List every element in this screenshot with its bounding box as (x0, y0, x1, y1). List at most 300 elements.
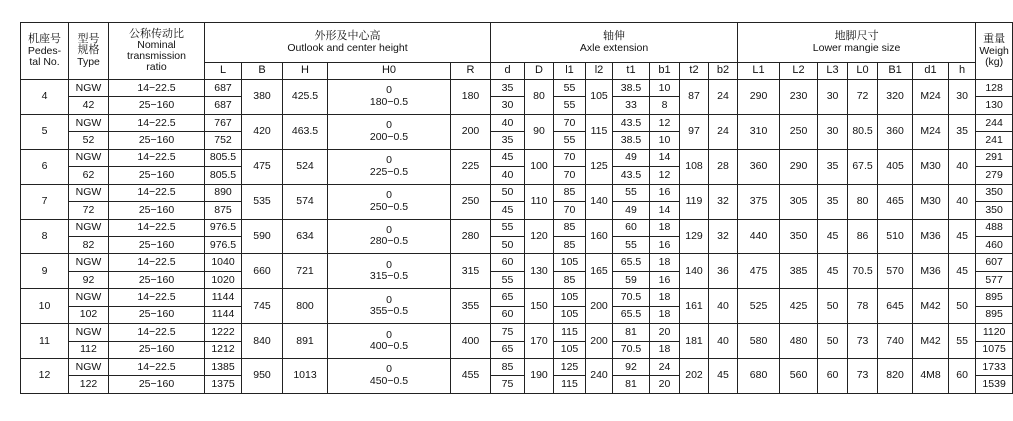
d1-foot-cell: M30 (913, 149, 949, 184)
t1-cell: 43.5 (613, 167, 650, 184)
l-cell: 1222 (205, 324, 242, 341)
l1-cell: 85 (554, 184, 586, 201)
weight-cell: 895 (976, 306, 1013, 323)
t1-cell: 43.5 (613, 114, 650, 131)
col-header-l: L (205, 63, 242, 80)
l0-foot-cell: 80 (848, 184, 878, 219)
b1-cell: 18 (650, 219, 680, 236)
h-foot-cell: 55 (949, 324, 976, 359)
header-lower: 地脚尺寸 Lower mangie size (738, 23, 976, 63)
h0-cell (328, 324, 451, 359)
l2-foot-cell: 250 (780, 114, 818, 149)
header-ratio: 公称传动比 Nominal transmission ratio (109, 23, 205, 80)
model-cell-top: NGW (69, 219, 109, 236)
l1-cell: 115 (554, 376, 586, 394)
d-cell: 85 (491, 359, 525, 376)
dd-cell: 110 (525, 184, 554, 219)
b1-cell: 20 (650, 324, 680, 341)
weight-cell: 1539 (976, 376, 1013, 394)
model-cell-top: NGW (69, 324, 109, 341)
l-cell: 1212 (205, 341, 242, 358)
b1-cell: 12 (650, 167, 680, 184)
h0-cell (328, 80, 451, 115)
weight-cell: 895 (976, 289, 1013, 306)
h-foot-cell: 40 (949, 149, 976, 184)
seat-no-cell: 12 (21, 359, 69, 394)
h-cell: 721 (283, 254, 328, 289)
table-row (21, 184, 1013, 201)
col-header-b: B (242, 63, 283, 80)
h0-upper: 0 (386, 223, 392, 236)
h-foot-cell: 40 (949, 184, 976, 219)
l3-foot-cell: 45 (818, 219, 848, 254)
ratio-cell: 25−160 (109, 202, 205, 219)
b1-cell: 16 (650, 184, 680, 201)
model-cell-bottom: 42 (69, 97, 109, 114)
dd-cell: 100 (525, 149, 554, 184)
b-cell: 590 (242, 219, 283, 254)
l1-foot-cell: 375 (738, 184, 780, 219)
b-cell: 475 (242, 149, 283, 184)
l1-cell: 125 (554, 359, 586, 376)
l1-cell: 55 (554, 97, 586, 114)
l2-foot-cell: 385 (780, 254, 818, 289)
l-cell: 1385 (205, 359, 242, 376)
d-cell: 60 (491, 254, 525, 271)
col-header-b2: b2 (709, 63, 738, 80)
model-cell-top: NGW (69, 289, 109, 306)
h-foot-cell: 45 (949, 219, 976, 254)
model-cell-bottom: 122 (69, 376, 109, 394)
table-row (21, 254, 1013, 271)
model-cell-bottom: 72 (69, 202, 109, 219)
h-foot-cell: 30 (949, 80, 976, 115)
dd-cell: 150 (525, 289, 554, 324)
b2-cell: 40 (709, 324, 738, 359)
l-cell: 752 (205, 132, 242, 149)
model-cell-top: NGW (69, 114, 109, 131)
ratio-cell: 14−22.5 (109, 289, 205, 306)
l2-cell: 125 (586, 149, 613, 184)
dd-cell: 190 (525, 359, 554, 394)
d-cell: 50 (491, 236, 525, 253)
r-cell: 400 (451, 324, 491, 359)
t1-cell: 81 (613, 324, 650, 341)
t1-cell: 33 (613, 97, 650, 114)
l1-foot-cell: 680 (738, 359, 780, 394)
r-cell: 315 (451, 254, 491, 289)
l-cell: 805.5 (205, 167, 242, 184)
t1-cell: 92 (613, 359, 650, 376)
col-header-t1: t1 (613, 63, 650, 80)
l1-cell: 85 (554, 219, 586, 236)
l1-foot-cell: 310 (738, 114, 780, 149)
t2-cell: 181 (680, 324, 709, 359)
h-cell: 1013 (283, 359, 328, 394)
col-header-l2: L2 (780, 63, 818, 80)
model-cell-top: NGW (69, 80, 109, 97)
model-cell-top: NGW (69, 149, 109, 166)
l3-foot-cell: 35 (818, 149, 848, 184)
b1-foot-cell: 320 (878, 80, 913, 115)
r-cell: 280 (451, 219, 491, 254)
ratio-cell: 14−22.5 (109, 149, 205, 166)
l2-cell: 200 (586, 289, 613, 324)
h0-lower: 250−0.5 (369, 200, 409, 213)
l0-foot-cell: 70.5 (848, 254, 878, 289)
t2-cell: 202 (680, 359, 709, 394)
h0-cell (328, 359, 451, 394)
spec-table (20, 22, 1013, 394)
b2-cell: 32 (709, 219, 738, 254)
d-cell: 75 (491, 376, 525, 394)
h-cell: 463.5 (283, 114, 328, 149)
ratio-cell: 14−22.5 (109, 324, 205, 341)
seat-no-cell: 9 (21, 254, 69, 289)
l-cell: 1040 (205, 254, 242, 271)
b1-foot-cell: 570 (878, 254, 913, 289)
b1-foot-cell: 820 (878, 359, 913, 394)
t1-cell: 65.5 (613, 254, 650, 271)
l1-cell: 70 (554, 114, 586, 131)
ratio-cell: 14−22.5 (109, 359, 205, 376)
dd-cell: 170 (525, 324, 554, 359)
seat-no-cell: 5 (21, 114, 69, 149)
h-foot-cell: 60 (949, 359, 976, 394)
b1-cell: 10 (650, 132, 680, 149)
col-header-h: h (949, 63, 976, 80)
b1-cell: 24 (650, 359, 680, 376)
l1-cell: 85 (554, 236, 586, 253)
l2-cell: 105 (586, 80, 613, 115)
model-cell-bottom: 52 (69, 132, 109, 149)
r-cell: 355 (451, 289, 491, 324)
h0-upper: 0 (386, 363, 392, 376)
b1-cell: 10 (650, 80, 680, 97)
weight-cell: 241 (976, 132, 1013, 149)
l-cell: 1144 (205, 289, 242, 306)
t1-cell: 38.5 (613, 132, 650, 149)
l1-cell: 85 (554, 271, 586, 288)
t2-cell: 119 (680, 184, 709, 219)
spec-body (21, 80, 1013, 394)
weight-cell: 128 (976, 80, 1013, 97)
r-cell: 200 (451, 114, 491, 149)
l-cell: 1020 (205, 271, 242, 288)
col-header-l1: L1 (738, 63, 780, 80)
h0-upper: 0 (386, 258, 392, 271)
l0-foot-cell: 80.5 (848, 114, 878, 149)
header-weight: 重量 Weigh (kg) (976, 23, 1013, 80)
d1-foot-cell: M30 (913, 184, 949, 219)
ratio-cell: 25−160 (109, 97, 205, 114)
d-cell: 45 (491, 149, 525, 166)
t1-cell: 49 (613, 202, 650, 219)
h0-upper: 0 (386, 189, 392, 202)
weight-cell: 279 (976, 167, 1013, 184)
seat-no-cell: 6 (21, 149, 69, 184)
t1-cell: 55 (613, 184, 650, 201)
d-cell: 35 (491, 132, 525, 149)
table-row (21, 219, 1013, 236)
h0-cell (328, 289, 451, 324)
d-cell: 55 (491, 271, 525, 288)
b-cell: 745 (242, 289, 283, 324)
ratio-cell: 14−22.5 (109, 114, 205, 131)
ratio-cell: 25−160 (109, 271, 205, 288)
l-cell: 687 (205, 97, 242, 114)
b-cell: 840 (242, 324, 283, 359)
h-cell: 524 (283, 149, 328, 184)
r-cell: 225 (451, 149, 491, 184)
t1-cell: 38.5 (613, 80, 650, 97)
d1-foot-cell: M42 (913, 289, 949, 324)
h0-upper: 0 (386, 119, 392, 132)
ratio-cell: 25−160 (109, 167, 205, 184)
l1-foot-cell: 475 (738, 254, 780, 289)
b2-cell: 28 (709, 149, 738, 184)
l1-foot-cell: 440 (738, 219, 780, 254)
l2-cell: 165 (586, 254, 613, 289)
l3-foot-cell: 30 (818, 114, 848, 149)
b1-cell: 14 (650, 149, 680, 166)
t1-cell: 49 (613, 149, 650, 166)
weight-cell: 350 (976, 184, 1013, 201)
weight-cell: 1075 (976, 341, 1013, 358)
table-row (21, 114, 1013, 131)
col-header-t2: t2 (680, 63, 709, 80)
model-cell-bottom: 82 (69, 236, 109, 253)
h-cell: 891 (283, 324, 328, 359)
model-cell-bottom: 112 (69, 341, 109, 358)
t1-cell: 81 (613, 376, 650, 394)
h0-lower: 200−0.5 (369, 130, 409, 143)
t2-cell: 87 (680, 80, 709, 115)
table-row (21, 149, 1013, 166)
ratio-cell: 14−22.5 (109, 219, 205, 236)
d-cell: 40 (491, 167, 525, 184)
weight-cell: 291 (976, 149, 1013, 166)
seat-no-cell: 7 (21, 184, 69, 219)
h0-lower: 400−0.5 (369, 340, 409, 353)
model-cell-bottom: 102 (69, 306, 109, 323)
b1-foot-cell: 405 (878, 149, 913, 184)
col-header-r: R (451, 63, 491, 80)
b2-cell: 40 (709, 289, 738, 324)
h0-upper: 0 (386, 154, 392, 167)
b1-cell: 20 (650, 376, 680, 394)
model-cell-bottom: 92 (69, 271, 109, 288)
b1-cell: 18 (650, 254, 680, 271)
dd-cell: 90 (525, 114, 554, 149)
l0-foot-cell: 86 (848, 219, 878, 254)
l0-foot-cell: 78 (848, 289, 878, 324)
r-cell: 455 (451, 359, 491, 394)
l1-cell: 55 (554, 132, 586, 149)
h0-lower: 280−0.5 (369, 235, 409, 248)
weight-cell: 1733 (976, 359, 1013, 376)
ratio-cell: 25−160 (109, 376, 205, 394)
weight-cell: 607 (976, 254, 1013, 271)
b-cell: 535 (242, 184, 283, 219)
t1-cell: 65.5 (613, 306, 650, 323)
col-header-d: D (525, 63, 554, 80)
t2-cell: 97 (680, 114, 709, 149)
seat-no-cell: 4 (21, 80, 69, 115)
d-cell: 60 (491, 306, 525, 323)
dd-cell: 120 (525, 219, 554, 254)
h-cell: 800 (283, 289, 328, 324)
dd-cell: 130 (525, 254, 554, 289)
d1-foot-cell: M36 (913, 219, 949, 254)
table-row (21, 289, 1013, 306)
l-cell: 976.5 (205, 236, 242, 253)
b1-foot-cell: 360 (878, 114, 913, 149)
b2-cell: 36 (709, 254, 738, 289)
d-cell: 40 (491, 114, 525, 131)
l1-cell: 70 (554, 202, 586, 219)
l1-cell: 70 (554, 149, 586, 166)
d1-foot-cell: M24 (913, 80, 949, 115)
l2-cell: 115 (586, 114, 613, 149)
h-foot-cell: 45 (949, 254, 976, 289)
l1-foot-cell: 360 (738, 149, 780, 184)
t2-cell: 140 (680, 254, 709, 289)
h0-cell (328, 149, 451, 184)
h0-lower: 450−0.5 (369, 375, 409, 387)
d1-foot-cell: M42 (913, 324, 949, 359)
h0-lower: 180−0.5 (369, 95, 409, 108)
h-foot-cell: 35 (949, 114, 976, 149)
l1-foot-cell: 580 (738, 324, 780, 359)
ratio-cell: 14−22.5 (109, 254, 205, 271)
b1-cell: 18 (650, 289, 680, 306)
l3-foot-cell: 30 (818, 80, 848, 115)
l2-foot-cell: 290 (780, 149, 818, 184)
t2-cell: 129 (680, 219, 709, 254)
d-cell: 35 (491, 80, 525, 97)
col-header-b1: b1 (650, 63, 680, 80)
col-header-b1: B1 (878, 63, 913, 80)
seat-no-cell: 10 (21, 289, 69, 324)
l1-foot-cell: 290 (738, 80, 780, 115)
table-row (21, 324, 1013, 341)
l2-foot-cell: 305 (780, 184, 818, 219)
l2-cell: 160 (586, 219, 613, 254)
l1-cell: 105 (554, 254, 586, 271)
l-cell: 875 (205, 202, 242, 219)
l3-foot-cell: 35 (818, 184, 848, 219)
r-cell: 180 (451, 80, 491, 115)
h0-lower: 355−0.5 (369, 305, 409, 318)
l2-foot-cell: 350 (780, 219, 818, 254)
l2-cell: 240 (586, 359, 613, 394)
ratio-cell: 25−160 (109, 306, 205, 323)
model-cell-top: NGW (69, 184, 109, 201)
h0-lower: 225−0.5 (369, 165, 409, 178)
b1-foot-cell: 645 (878, 289, 913, 324)
d1-foot-cell: 4M8 (913, 359, 949, 394)
h0-cell (328, 219, 451, 254)
col-header-l2: l2 (586, 63, 613, 80)
b-cell: 380 (242, 80, 283, 115)
model-cell-top: NGW (69, 254, 109, 271)
l3-foot-cell: 60 (818, 359, 848, 394)
b-cell: 420 (242, 114, 283, 149)
d-cell: 30 (491, 97, 525, 114)
header-axle: 轴伸 Axle extension (491, 23, 738, 63)
seat-no-cell: 11 (21, 324, 69, 359)
d-cell: 65 (491, 341, 525, 358)
weight-cell: 244 (976, 114, 1013, 131)
weight-cell: 577 (976, 271, 1013, 288)
h-foot-cell: 50 (949, 289, 976, 324)
model-cell-bottom: 62 (69, 167, 109, 184)
ratio-cell: 14−22.5 (109, 184, 205, 201)
l1-cell: 70 (554, 167, 586, 184)
l0-foot-cell: 73 (848, 359, 878, 394)
seat-no-cell: 8 (21, 219, 69, 254)
b1-cell: 18 (650, 341, 680, 358)
b1-cell: 8 (650, 97, 680, 114)
l-cell: 767 (205, 114, 242, 131)
h-cell: 574 (283, 184, 328, 219)
b1-cell: 14 (650, 202, 680, 219)
l1-cell: 115 (554, 324, 586, 341)
h0-cell (328, 114, 451, 149)
ratio-cell: 25−160 (109, 236, 205, 253)
l3-foot-cell: 50 (818, 289, 848, 324)
col-header-h0: H0 (328, 63, 451, 80)
l2-foot-cell: 230 (780, 80, 818, 115)
b1-cell: 16 (650, 271, 680, 288)
t1-cell: 55 (613, 236, 650, 253)
weight-cell: 460 (976, 236, 1013, 253)
l-cell: 805.5 (205, 149, 242, 166)
b1-cell: 18 (650, 306, 680, 323)
l-cell: 687 (205, 80, 242, 97)
ratio-cell: 25−160 (109, 341, 205, 358)
d1-foot-cell: M36 (913, 254, 949, 289)
h0-cell (328, 184, 451, 219)
d1-foot-cell: M24 (913, 114, 949, 149)
l1-cell: 105 (554, 289, 586, 306)
model-cell-top: NGW (69, 359, 109, 376)
h-cell: 634 (283, 219, 328, 254)
t1-cell: 70.5 (613, 341, 650, 358)
r-cell: 250 (451, 184, 491, 219)
l2-cell: 200 (586, 324, 613, 359)
d-cell: 50 (491, 184, 525, 201)
table-row (21, 359, 1013, 376)
l1-cell: 105 (554, 306, 586, 323)
weight-cell: 350 (976, 202, 1013, 219)
l0-foot-cell: 73 (848, 324, 878, 359)
header-model: 型号 规格 Type (69, 23, 109, 80)
l1-cell: 105 (554, 341, 586, 358)
b-cell: 950 (242, 359, 283, 394)
t2-cell: 161 (680, 289, 709, 324)
weight-cell: 1120 (976, 324, 1013, 341)
h0-cell (328, 254, 451, 289)
d-cell: 45 (491, 202, 525, 219)
b2-cell: 24 (709, 80, 738, 115)
b-cell: 660 (242, 254, 283, 289)
b1-foot-cell: 465 (878, 184, 913, 219)
dd-cell: 80 (525, 80, 554, 115)
t1-cell: 70.5 (613, 289, 650, 306)
b2-cell: 45 (709, 359, 738, 394)
